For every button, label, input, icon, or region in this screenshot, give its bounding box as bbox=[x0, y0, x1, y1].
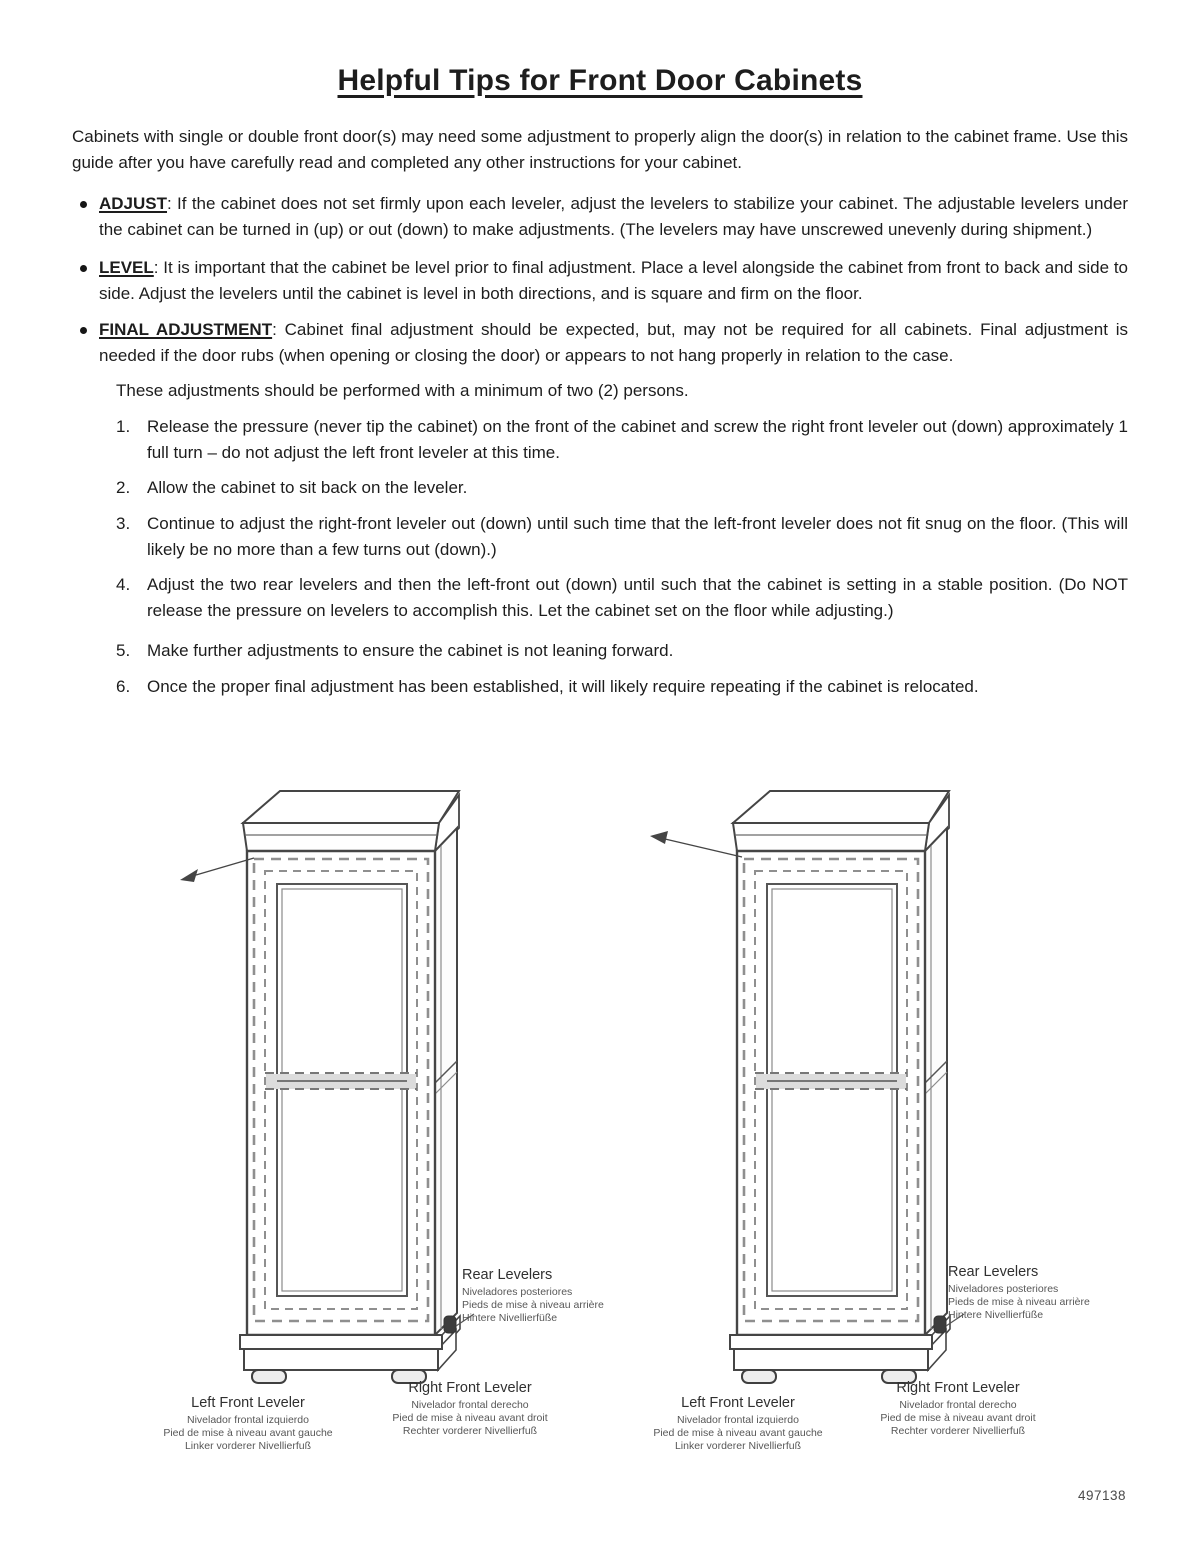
rear-levelers-fr: Pieds de mise à niveau arrière bbox=[948, 1296, 1090, 1308]
left-front-leveler-fr: Pied de mise à niveau avant gauche bbox=[653, 1427, 823, 1439]
bullet-level-text bbox=[99, 255, 1128, 307]
left-front-leveler-label bbox=[128, 1395, 368, 1453]
step-number: 2. bbox=[116, 478, 131, 497]
rear-levelers-fr: Pieds de mise à niveau arrière bbox=[462, 1299, 604, 1311]
right-front-leveler-title: Right Front Leveler bbox=[408, 1380, 532, 1396]
step-4 bbox=[116, 572, 1128, 624]
bullet-final-adjustment-label: FINAL ADJUSTMENT bbox=[99, 320, 273, 339]
rear-levelers-de: Hintere Nivellierfüße bbox=[462, 1312, 558, 1324]
right-front-leveler-fr: Pied de mise à niveau avant droit bbox=[880, 1412, 1036, 1424]
cabinet-top bbox=[733, 791, 949, 851]
bullet-adjust bbox=[72, 191, 1128, 243]
bullet-level bbox=[72, 255, 1128, 307]
step-number: 3. bbox=[116, 514, 131, 533]
cabinet-rear-foot bbox=[444, 1316, 456, 1333]
rear-levelers-es: Niveladores posteriores bbox=[948, 1283, 1059, 1295]
cabinet-shelf bbox=[755, 1073, 907, 1089]
document-page bbox=[0, 0, 1200, 700]
cabinet-diagram-left bbox=[160, 778, 490, 1403]
cabinet-foot-left bbox=[252, 1370, 286, 1383]
bullet-final-adjustment-text bbox=[99, 317, 1128, 369]
step-text: Adjust the two rear levelers and then the left-front out (down) until such that the cabinet is setting in a stable position. (Do NOT release the pressure on levelers to accomplish this. Let the cabinet set on the floor while adjusting.) bbox=[147, 575, 1128, 620]
left-front-leveler-es: Nivelador frontal izquierdo bbox=[677, 1414, 799, 1426]
cabinet-diagrams bbox=[0, 778, 1200, 1492]
step-text: Make further adjustments to ensure the cabinet is not leaning forward. bbox=[147, 641, 674, 660]
cabinet-shelf bbox=[265, 1073, 417, 1089]
right-front-leveler-fr: Pied de mise à niveau avant droit bbox=[392, 1412, 548, 1424]
rear-levelers-de: Hintere Nivellierfüße bbox=[948, 1309, 1044, 1321]
cabinet-diagram-right bbox=[650, 778, 980, 1403]
left-front-leveler-de: Linker vorderer Nivellierfuß bbox=[674, 1440, 802, 1452]
step-text: Allow the cabinet to sit back on the leveler. bbox=[147, 478, 468, 497]
step-text: Continue to adjust the right-front leveler out (down) until such time that the left-front leveler does not fit snug on the floor. (This will likely be no more than a few turns out (down).) bbox=[147, 514, 1128, 559]
direction-arrow-icon bbox=[180, 858, 254, 882]
two-persons-note: These adjustments should be performed with a minimum of two (2) persons. bbox=[116, 381, 689, 400]
step-6 bbox=[116, 674, 1128, 700]
right-front-leveler-label bbox=[838, 1380, 1078, 1438]
step-number: 4. bbox=[116, 575, 131, 594]
step-3 bbox=[116, 511, 1128, 563]
page-title: Helpful Tips for Front Door Cabinets bbox=[337, 64, 863, 97]
intro-paragraph: Cabinets with single or double front door(s) may need some adjustment to properly align the door(s) in relation to the cabinet frame. Use this guide after you have carefully read and completed any other instructions for your cabinet. bbox=[72, 127, 1128, 172]
left-front-leveler-title: Left Front Leveler bbox=[191, 1395, 305, 1411]
step-5 bbox=[116, 638, 1128, 664]
bullet-adjust-label: ADJUST bbox=[99, 194, 168, 213]
bullet-level-body: : It is important that the cabinet be level prior to final adjustment. Place a level alongside the cabinet from front to back and side to side. Adjust the levelers until the cabinet is level in both directions, and is square and firm on the floor. bbox=[99, 258, 1128, 303]
bullet-final-adjustment bbox=[72, 317, 1128, 369]
bullet-adjust-body: : If the cabinet does not set firmly upon each leveler, adjust the levelers to stabilize your cabinet. The adjustable levelers under the cabinet can be turned in (up) or out (down) to make adjustments. (The levelers may have unscrewed unevenly during shipment.) bbox=[99, 194, 1128, 239]
right-front-leveler-de: Rechter vorderer Nivellierfuß bbox=[402, 1425, 538, 1437]
right-front-leveler-title: Right Front Leveler bbox=[896, 1380, 1020, 1396]
step-1 bbox=[116, 414, 1128, 466]
left-front-leveler-title: Left Front Leveler bbox=[681, 1395, 795, 1411]
rear-levelers-es: Niveladores posteriores bbox=[462, 1286, 573, 1298]
document-number: 497138 bbox=[1077, 1488, 1126, 1503]
rear-levelers-title: Rear Levelers bbox=[948, 1264, 1039, 1280]
cabinet-top bbox=[243, 791, 459, 851]
step-number: 1. bbox=[116, 417, 131, 436]
step-text: Once the proper final adjustment has been established, it will likely require repeating if the cabinet is relocated. bbox=[147, 677, 979, 696]
step-2 bbox=[116, 475, 1128, 501]
bullet-final-adjustment-body: : Cabinet final adjustment should be expected, but, may not be required for all cabinets. Final adjustment is needed if the door rubs (when opening or closing the door) or appears to not hang properly in relation to the case. bbox=[99, 320, 1129, 365]
bullet-dot-icon bbox=[80, 201, 87, 208]
bullet-dot-icon bbox=[80, 265, 87, 272]
step-number: 6. bbox=[116, 677, 131, 696]
right-front-leveler-label bbox=[350, 1380, 590, 1438]
right-front-leveler-es: Nivelador frontal derecho bbox=[411, 1399, 529, 1411]
left-front-leveler-de: Linker vorderer Nivellierfuß bbox=[184, 1440, 312, 1452]
bullet-dot-icon bbox=[80, 327, 87, 334]
step-number: 5. bbox=[116, 641, 131, 660]
cabinet-rear-foot bbox=[934, 1316, 946, 1333]
rear-levelers-label bbox=[462, 1267, 604, 1325]
rear-levelers-title: Rear Levelers bbox=[462, 1267, 553, 1283]
left-front-leveler-fr: Pied de mise à niveau avant gauche bbox=[163, 1427, 333, 1439]
right-front-leveler-de: Rechter vorderer Nivellierfuß bbox=[890, 1425, 1026, 1437]
cabinet-foot-left bbox=[742, 1370, 776, 1383]
direction-arrow-icon bbox=[650, 831, 742, 857]
left-front-leveler-es: Nivelador frontal izquierdo bbox=[187, 1414, 309, 1426]
right-front-leveler-es: Nivelador frontal derecho bbox=[899, 1399, 1017, 1411]
left-front-leveler-label bbox=[618, 1395, 858, 1453]
rear-levelers-label bbox=[948, 1264, 1090, 1322]
bullet-level-label: LEVEL bbox=[99, 258, 154, 277]
step-text: Release the pressure (never tip the cabinet) on the front of the cabinet and screw the right front leveler out (down) approximately 1 full turn – do not adjust the left front leveler at this time. bbox=[147, 417, 1128, 462]
bullet-adjust-text bbox=[99, 191, 1128, 243]
